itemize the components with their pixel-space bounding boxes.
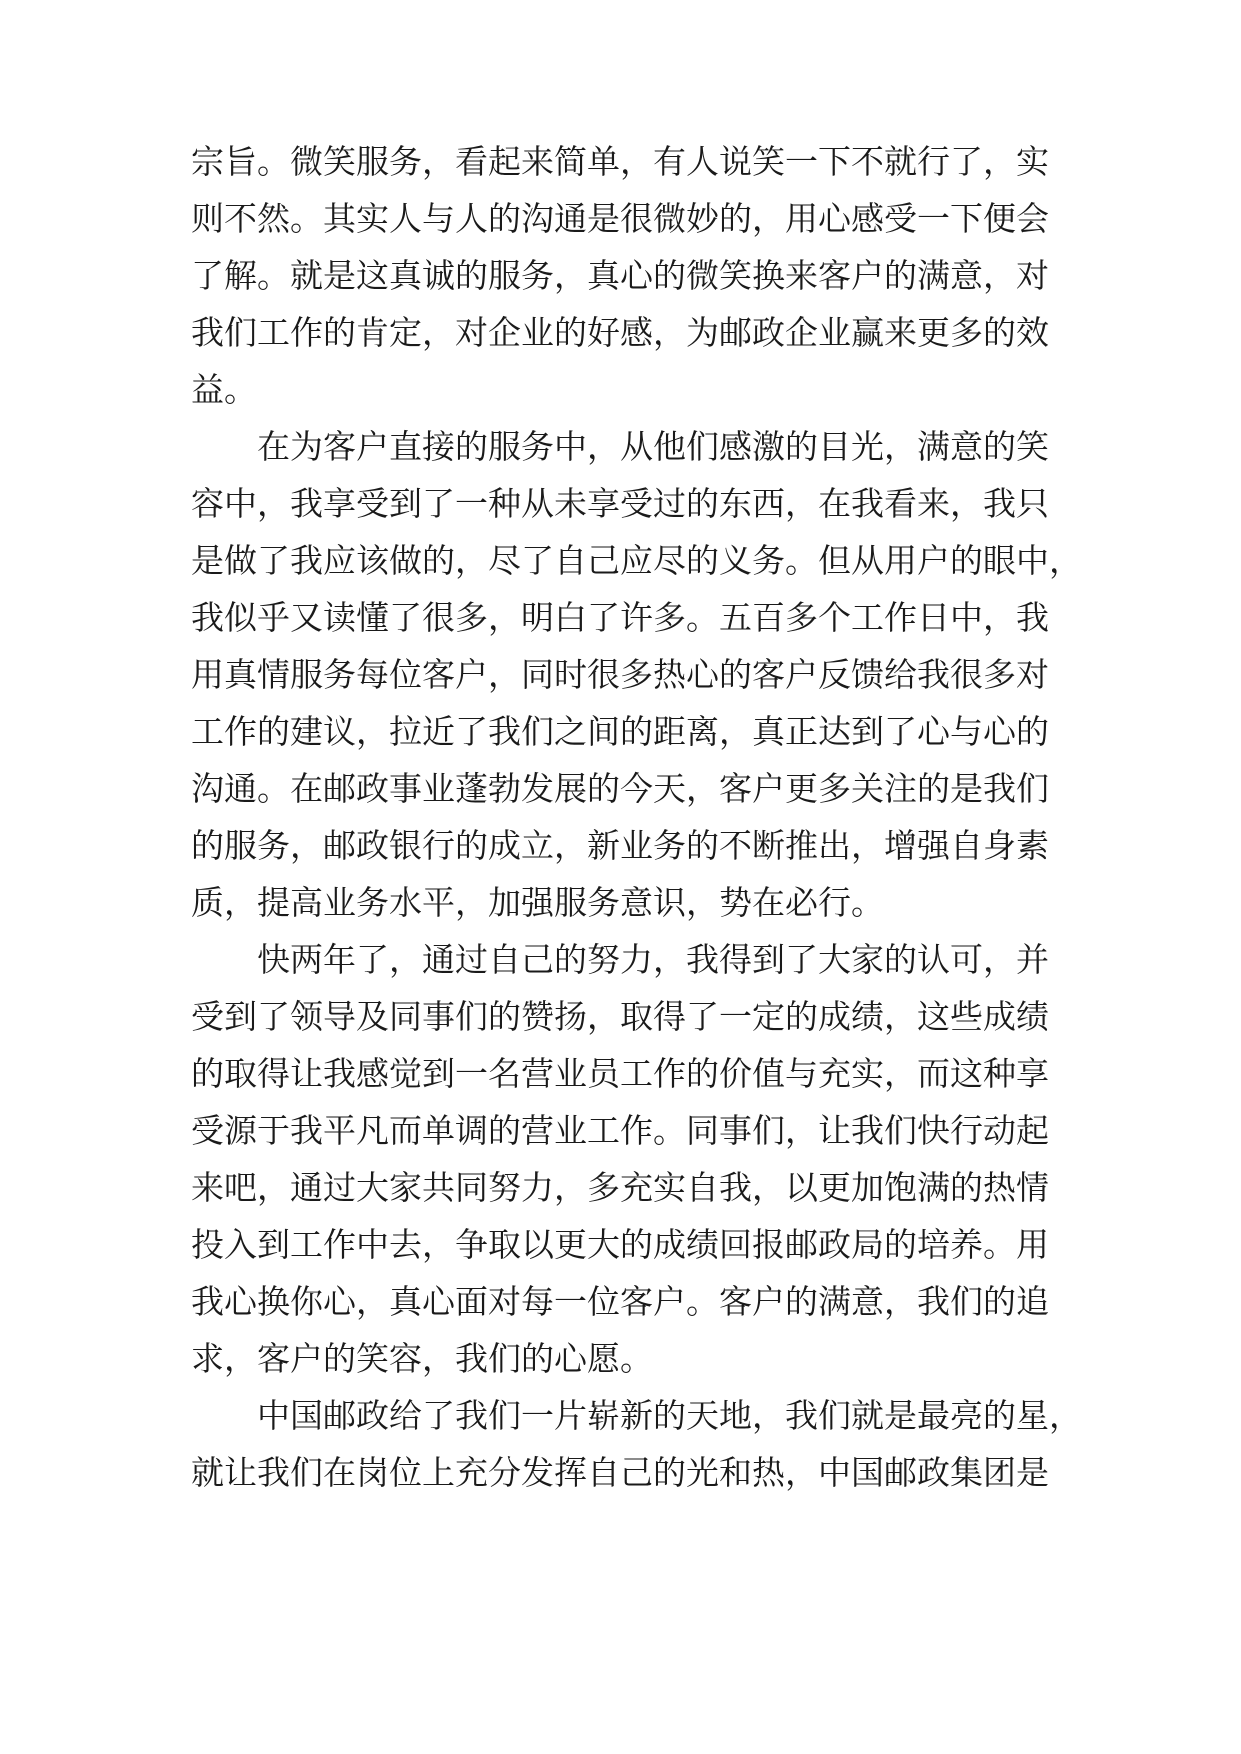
text-line: 我心换你心，真心面对每一位客户。客户的满意，我们的追 [191,1282,1049,1321]
text-line: 求，客户的笑容，我们的心愿。 [191,1339,653,1378]
paragraph-start-line: 中国邮政给了我们一片崭新的天地，我们就是最亮的星， [257,1396,1082,1435]
text-line: 宗旨。微笑服务，看起来简单，有人说笑一下不就行了，实 [191,142,1049,181]
text-line: 益。 [191,370,257,409]
text-line: 则不然。其实人与人的沟通是很微妙的，用心感受一下便会 [191,199,1049,238]
paragraph-start-line: 快两年了，通过自己的努力，我得到了大家的认可，并 [257,940,1049,979]
text-line: 受到了领导及同事们的赞扬，取得了一定的成绩，这些成绩 [191,997,1049,1036]
text-line: 我似乎又读懂了很多，明白了许多。五百多个工作日中，我 [191,598,1049,637]
paragraph-start-line: 在为客户直接的服务中，从他们感激的目光，满意的笑 [257,427,1049,466]
text-line: 沟通。在邮政事业蓬勃发展的今天，客户更多关注的是我们 [191,769,1049,808]
text-line: 用真情服务每位客户，同时很多热心的客户反馈给我很多对 [191,655,1049,694]
text-line: 工作的建议，拉近了我们之间的距离，真正达到了心与心的 [191,712,1049,751]
text-line: 就让我们在岗位上充分发挥自己的光和热，中国邮政集团是 [191,1453,1049,1492]
text-line: 我们工作的肯定，对企业的好感，为邮政企业赢来更多的效 [191,313,1049,352]
text-line: 来吧，通过大家共同努力，多充实自我，以更加饱满的热情 [191,1168,1049,1207]
text-line: 质，提高业务水平，加强服务意识，势在必行。 [191,883,884,922]
text-line: 投入到工作中去，争取以更大的成绩回报邮政局的培养。用 [191,1225,1049,1264]
text-line: 容中，我享受到了一种从未享受过的东西，在我看来，我只 [191,484,1049,523]
text-line: 受源于我平凡而单调的营业工作。同事们，让我们快行动起 [191,1111,1049,1150]
text-line: 是做了我应该做的，尽了自己应尽的义务。但从用户的眼中， [191,541,1082,580]
text-line: 了解。就是这真诚的服务，真心的微笑换来客户的满意，对 [191,256,1049,295]
text-line: 的服务，邮政银行的成立，新业务的不断推出，增强自身素 [191,826,1049,865]
text-line: 的取得让我感觉到一名营业员工作的价值与充实，而这种享 [191,1054,1049,1093]
